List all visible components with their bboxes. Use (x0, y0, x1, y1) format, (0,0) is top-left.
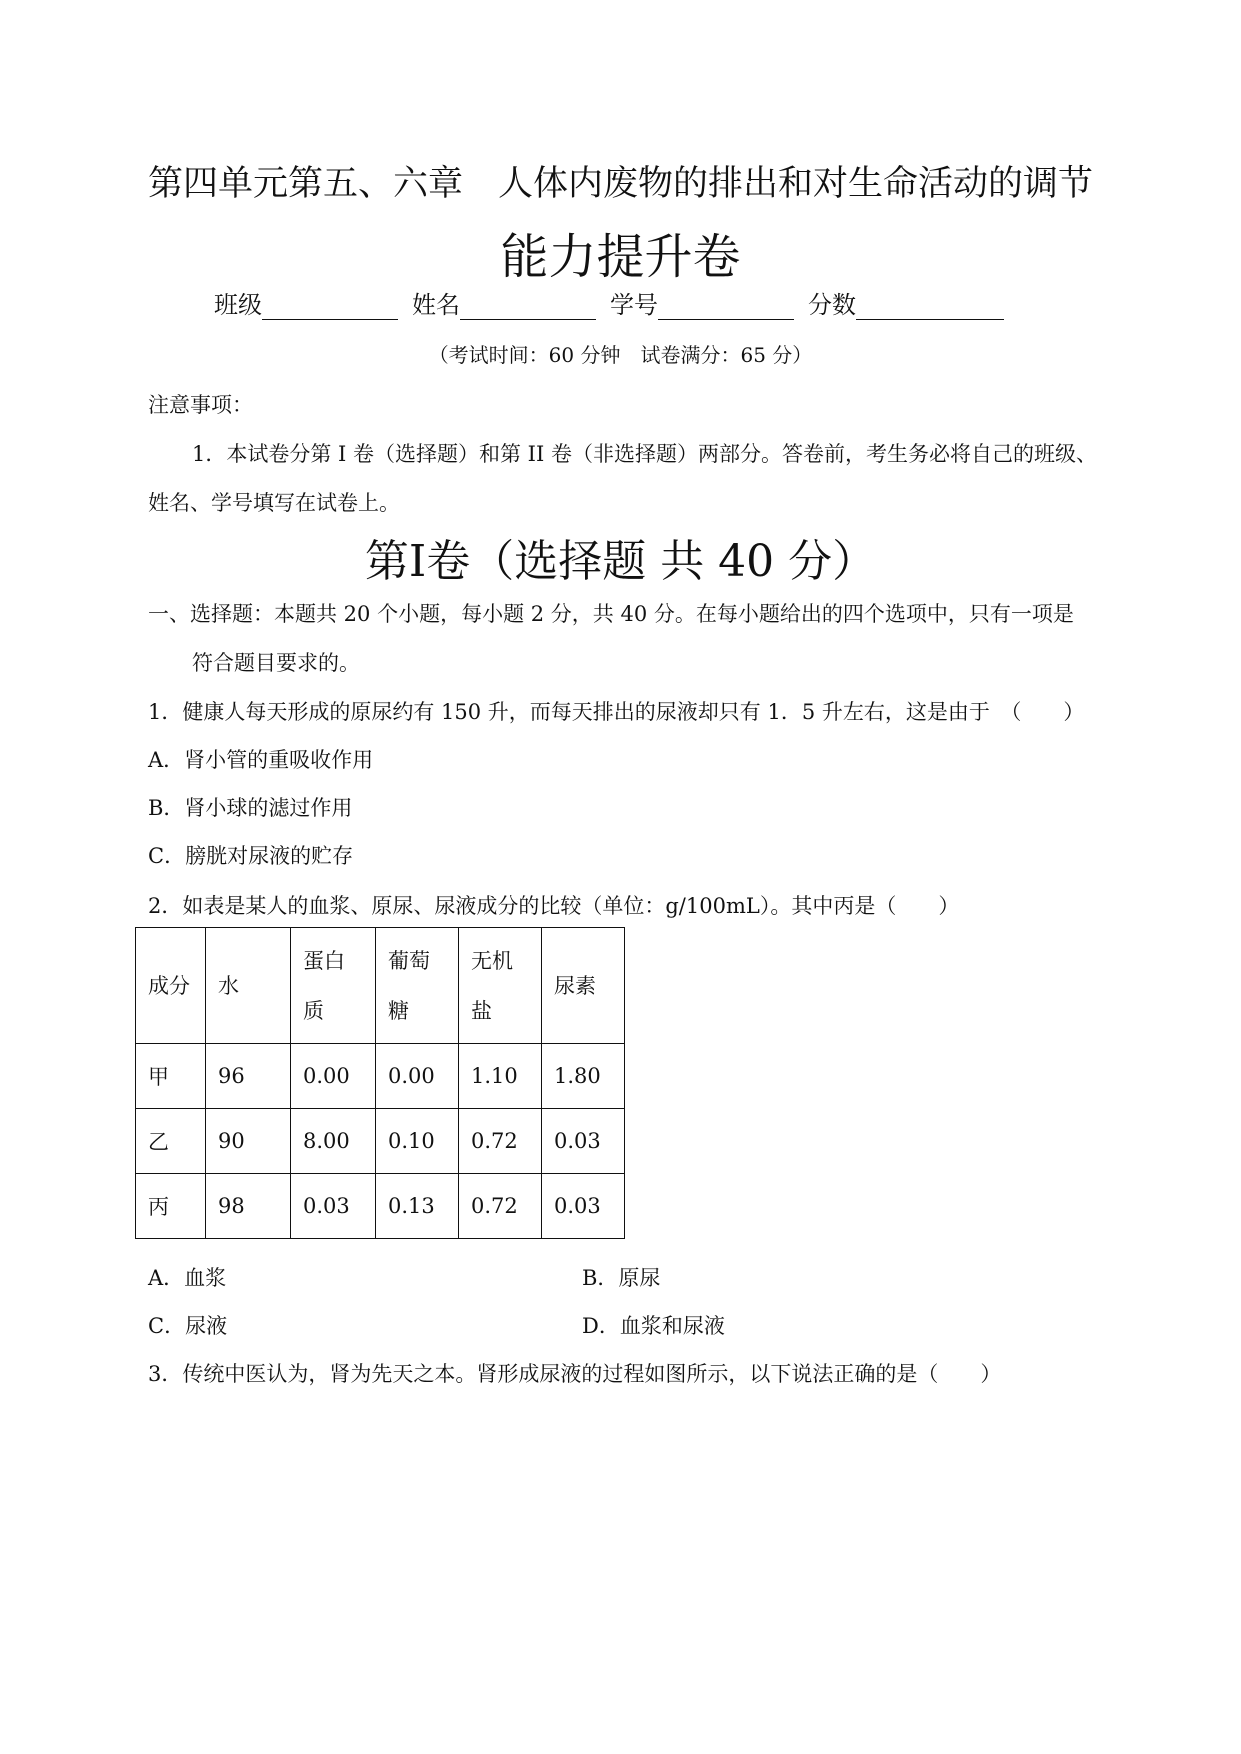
notes-heading: 注意事项： (148, 393, 253, 417)
table-cell: 90 (206, 1109, 291, 1174)
question-1-option-b[interactable]: B．肾小球的滤过作用 (148, 796, 353, 820)
table-cell: 0.13 (376, 1174, 459, 1239)
table-header-cell: 葡萄 糖 (376, 928, 459, 1044)
exam-title: 第四单元第五、六章 人体内废物的排出和对生命活动的调节 (147, 164, 1093, 204)
table-header-cell: 蛋白 质 (291, 928, 376, 1044)
table-cell: 1.10 (459, 1044, 542, 1109)
table-cell: 0.10 (376, 1109, 459, 1174)
table-cell: 8.00 (291, 1109, 376, 1174)
section-title: 第I卷（选择题 共 40 分） (364, 536, 877, 587)
table-cell: 乙 (136, 1109, 206, 1174)
table-header-cell: 成分 (136, 928, 206, 1044)
score-field[interactable] (856, 295, 1004, 320)
table-row (136, 1044, 625, 1109)
composition-table (135, 927, 625, 1239)
table-cell: 0.03 (542, 1109, 625, 1174)
table-cell: 0.00 (376, 1044, 459, 1109)
class-field[interactable] (262, 295, 398, 320)
table-header-cell: 尿素 (542, 928, 625, 1044)
exam-meta: （考试时间：60 分钟 试卷满分：65 分） (428, 343, 813, 367)
info-class (214, 285, 412, 320)
table-cell: 98 (206, 1174, 291, 1239)
table-cell: 0.72 (459, 1174, 542, 1239)
student-info-row (214, 285, 1018, 320)
question-1-option-c[interactable]: C．膀胱对尿液的贮存 (148, 844, 354, 868)
name-field[interactable] (460, 295, 596, 320)
question-2-option-a[interactable]: A．血浆 (148, 1266, 227, 1290)
info-class-label: 班级 (214, 291, 262, 319)
table-row (136, 1109, 625, 1174)
exam-subtitle: 能力提升卷 (500, 229, 741, 285)
table-cell: 0.03 (291, 1174, 376, 1239)
info-name-label: 姓名 (412, 291, 460, 319)
question-2-option-c[interactable]: C．尿液 (148, 1314, 228, 1338)
question-3-stem: 3．传统中医认为，肾为先天之本。肾形成尿液的过程如图所示，以下说法正确的是（ ） (148, 1362, 1002, 1386)
table-header-cell: 水 (206, 928, 291, 1044)
info-score (808, 285, 1018, 320)
info-name (412, 285, 610, 320)
info-student-id (610, 285, 808, 320)
notes-item-1-line-1: 1．本试卷分第 I 卷（选择题）和第 II 卷（非选择题）两部分。答卷前，考生务必将自己的班级、 (192, 442, 1097, 466)
table-header-row (136, 928, 625, 1044)
table-header-cell: 无机 盐 (459, 928, 542, 1044)
table-cell: 丙 (136, 1174, 206, 1239)
question-2-option-d[interactable]: D．血浆和尿液 (582, 1314, 725, 1338)
question-1-stem: 1．健康人每天形成的原尿约有 150 升，而每天排出的尿液却只有 1．5 升左右，这是由于 （ ） (148, 700, 1085, 724)
section-instruction-line-2: 符合题目要求的。 (192, 651, 360, 675)
table-cell: 0.00 (291, 1044, 376, 1109)
question-2-option-b[interactable]: B．原尿 (582, 1266, 661, 1290)
table-cell: 0.72 (459, 1109, 542, 1174)
question-2-stem: 2．如表是某人的血浆、原尿、尿液成分的比较（单位：g/100mL）。其中丙是（ ） (148, 894, 960, 918)
student-id-field[interactable] (658, 295, 794, 320)
table-cell: 1.80 (542, 1044, 625, 1109)
table-cell: 96 (206, 1044, 291, 1109)
section-instruction-line-1: 一、选择题：本题共 20 个小题，每小题 2 分，共 40 分。在每小题给出的四个选项中，只有一项是 (148, 602, 1074, 626)
table-row (136, 1174, 625, 1239)
notes-item-1-line-2: 姓名、学号填写在试卷上。 (148, 491, 400, 515)
info-student-id-label: 学号 (610, 291, 658, 319)
table-cell: 甲 (136, 1044, 206, 1109)
info-score-label: 分数 (808, 291, 856, 319)
table-cell: 0.03 (542, 1174, 625, 1239)
question-1-option-a[interactable]: A．肾小管的重吸收作用 (148, 748, 374, 772)
